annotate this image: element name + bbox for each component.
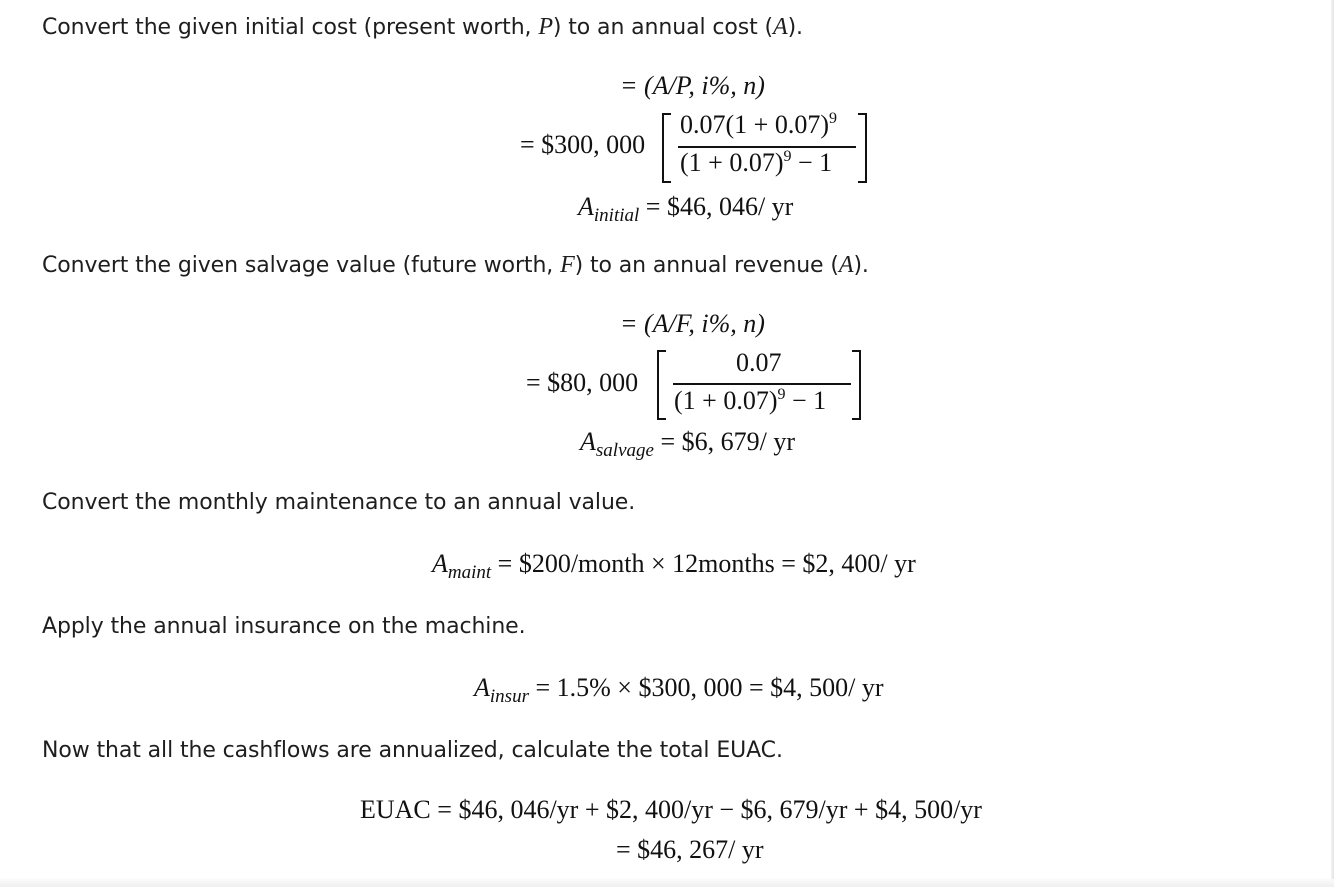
left-bracket	[657, 350, 666, 420]
equation-insurance: $A_{insur} = 1.5\%$ × $300, 000 = $4, 500/ yr	[474, 673, 884, 707]
initial-amount: = $300, 000	[520, 130, 646, 159]
left-bracket	[662, 113, 671, 183]
factor-ap: = (A/P, i%, n)	[620, 71, 765, 100]
step-2-instruction: Convert the given salvage value (future worth, F) to an annual revenue (A).	[42, 252, 869, 278]
right-bracket	[858, 113, 867, 183]
step-3-instruction: Convert the monthly maintenance to an annual value.	[42, 490, 636, 515]
equation-maintenance: $A_{maint}$ = $200/month × 12months = $2, 400/ yr	[432, 549, 916, 583]
fraction-denominator: $(1 + 0.07)^9 - 1$	[680, 148, 833, 177]
result-initial: $A_{initial}$ = $46, 046/ yr	[578, 192, 794, 226]
factor-af: = (A/F, i%, n)	[620, 309, 765, 338]
fraction-denominator: $(1 + 0.07)^9 - 1$	[674, 386, 827, 415]
step-5-instruction: Now that all the cashflows are annualized, calculate the total EUAC.	[42, 738, 783, 763]
right-bracket	[852, 350, 861, 420]
fraction-bar	[673, 383, 851, 385]
equation-euac-line-1: EUAC = $46, 046/yr + $2, 400/yr − $6, 679/yr + $4, 500/yr	[360, 795, 982, 824]
step-1-instruction: Convert the given initial cost (present worth, P) to an annual cost (A).	[42, 14, 803, 40]
page-bottom-shadow	[0, 879, 1334, 887]
fraction-numerator: $0.07(1 + 0.07)^9$	[680, 110, 837, 139]
fraction-numerator: 0.07	[736, 348, 782, 377]
step-4-instruction: Apply the annual insurance on the machine.	[42, 614, 526, 639]
salvage-amount: = $80, 000	[526, 368, 639, 397]
equation-euac-line-2: = $46, 267/ yr	[616, 835, 764, 864]
result-salvage: $A_{salvage}$ = $6, 679/ yr	[580, 427, 795, 461]
